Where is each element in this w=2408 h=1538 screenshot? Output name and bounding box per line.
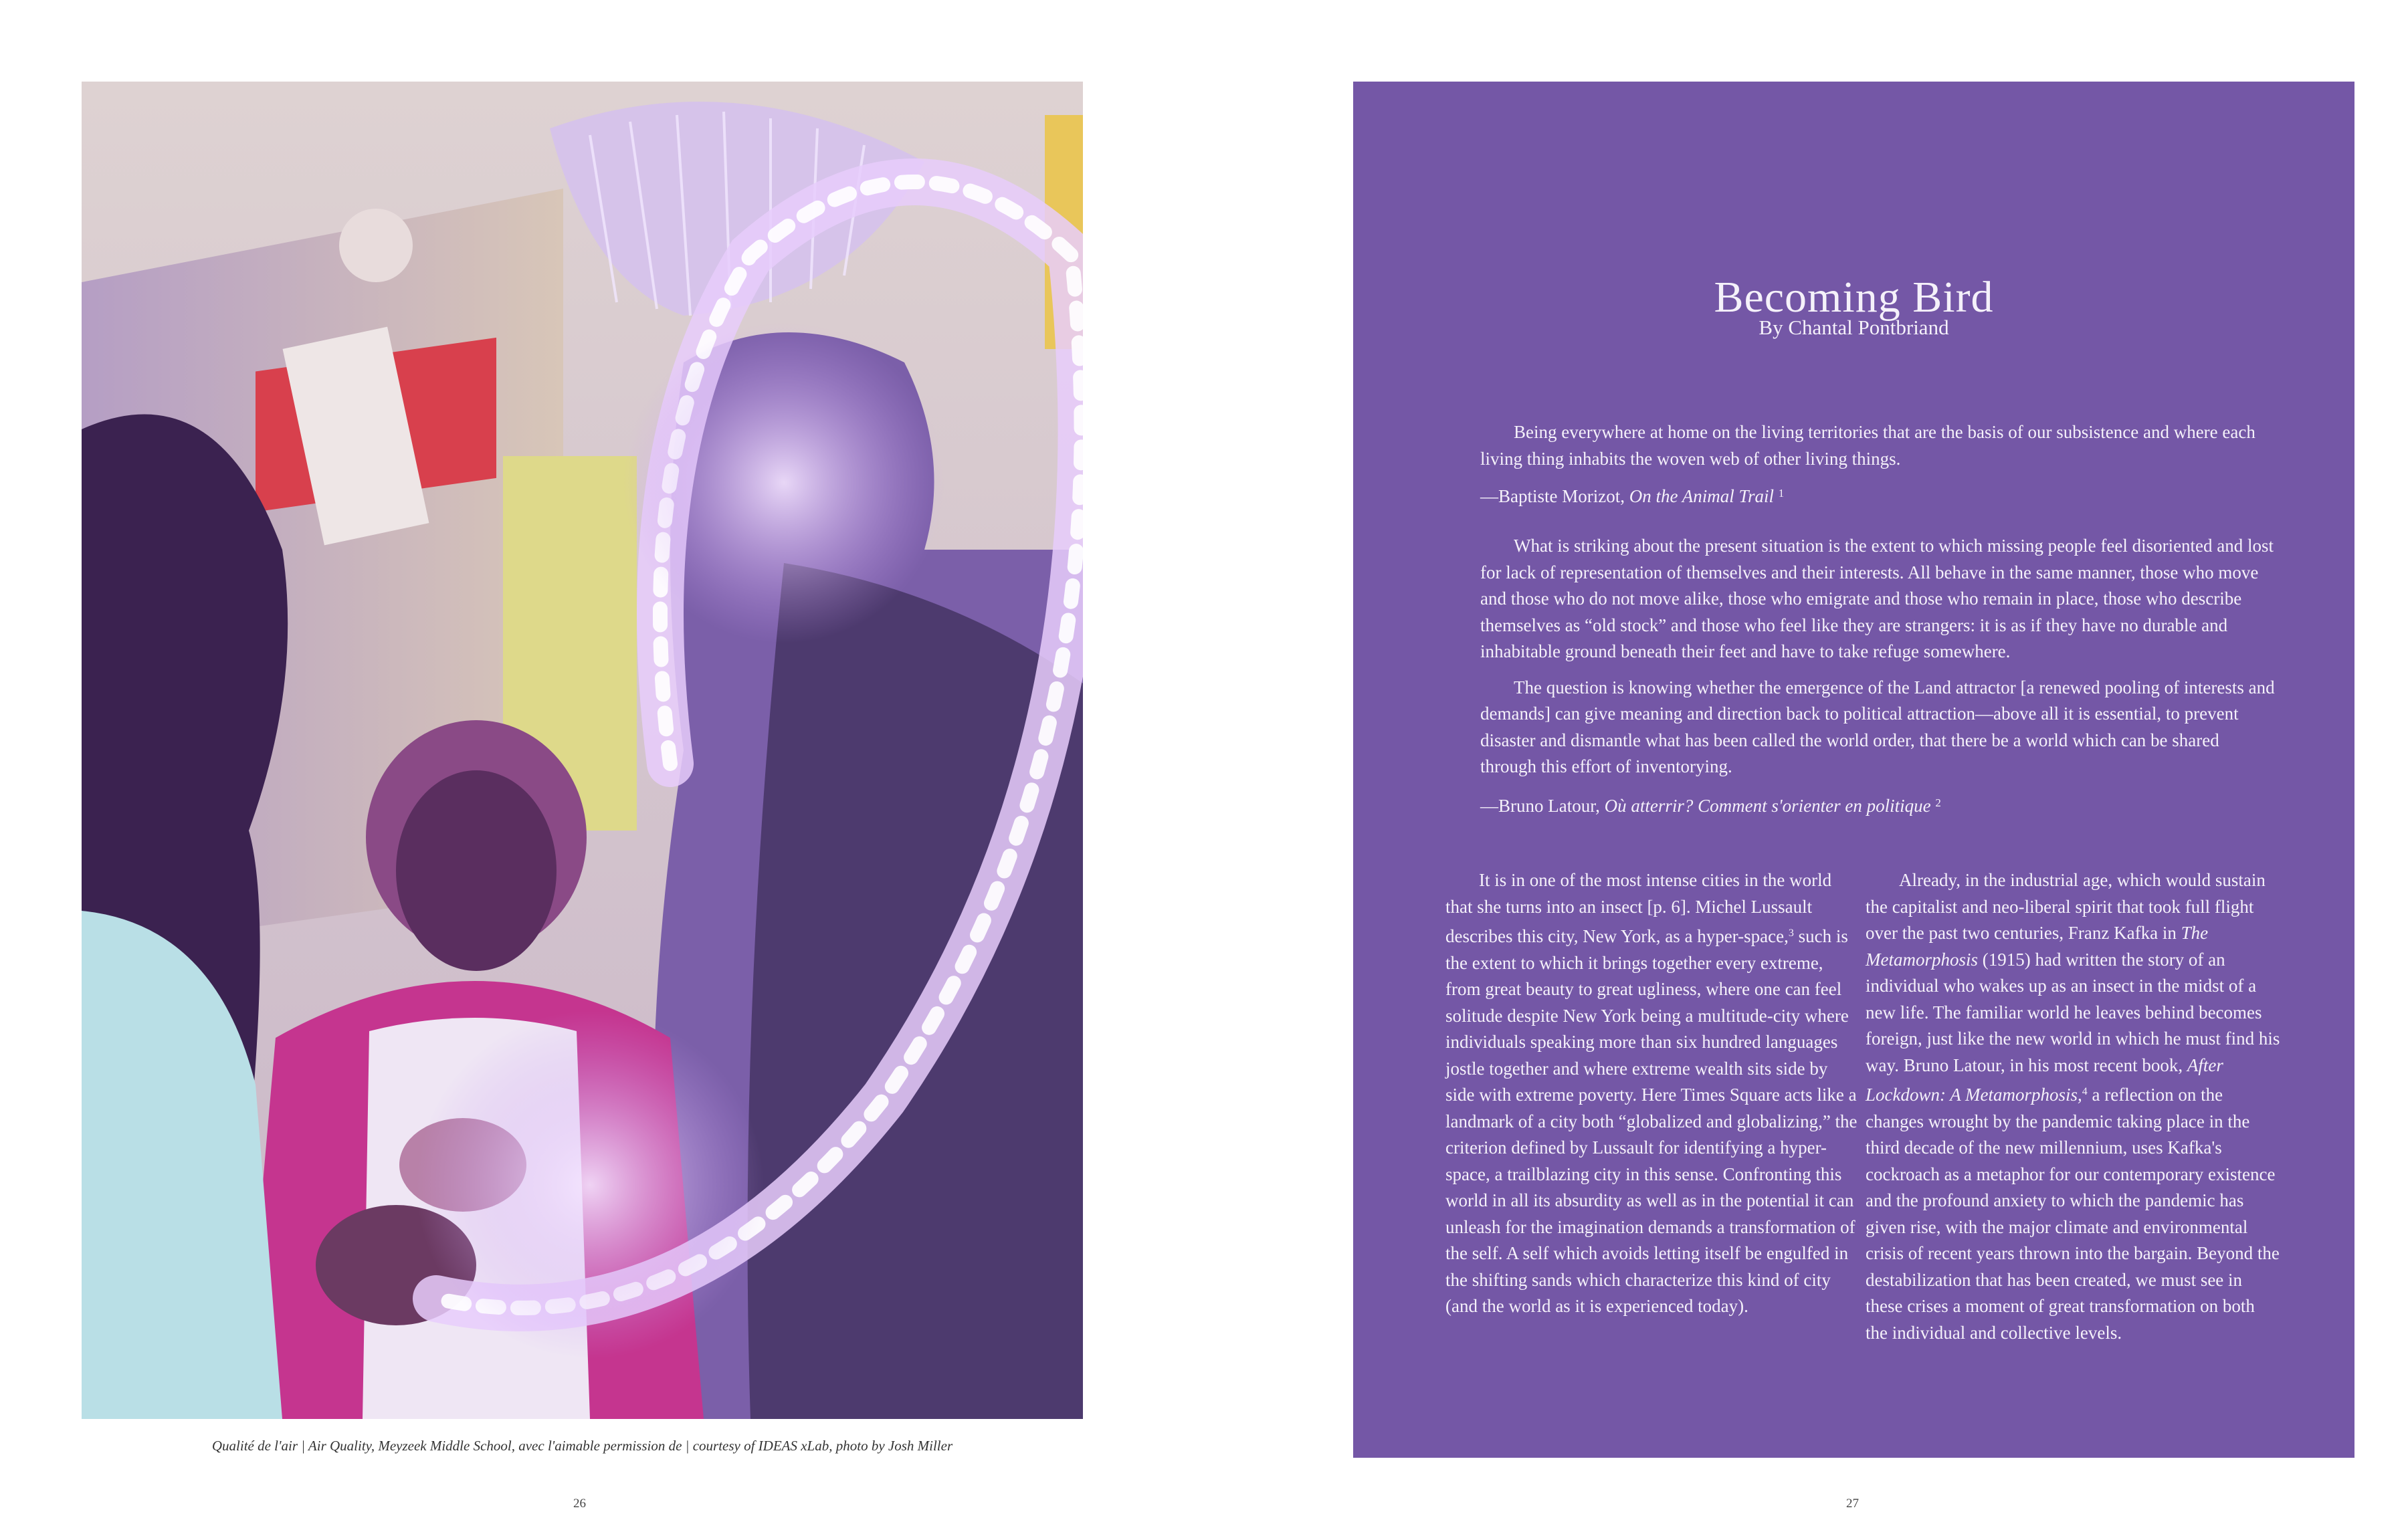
footnote-marker: 1 xyxy=(1778,487,1785,500)
epigraph-latour-paragraph-2: The question is knowing whether the emergence of the Land attractor [a renewed pooling of interests and demands] can give meaning and direction back to political attraction—above all it is essential, to prevent disaster and dismantle what has been called the world order, that there be a world which can be shared through this effort of inventorying. xyxy=(1480,677,2275,776)
epigraph-latour-paragraph-1: What is striking about the present situation is the extent to which missing people feel disoriented and lost for lack of representation of themselves and their interests. All behave in the same manner, those who move and those who do not move alike, those who emigrate and those who remain in place, those who describe themselves as “old stock” and those who feel like they are strangers: it is as if they have no durable and inhabitable ground beneath their feet and have to take refuge somewhere. xyxy=(1480,536,2274,661)
footnote-marker: 3 xyxy=(1788,927,1794,939)
attribution-author: —Bruno Latour, xyxy=(1480,795,1605,816)
photo-illustration xyxy=(82,82,1083,1419)
epigraph-morizot xyxy=(1480,419,2280,510)
col1-text-b: such is the extent to which it brings together every extreme, from great beauty to great ugliness, where one can feel solitude despite New York being a multitude-city where individuals speaking more than six hundred languages jostle together and where extreme wealth sits side by side with extreme poverty. Here Times Square acts like a landmark of a city both “globalized and globalizing,” the criterion defined by Lussault for identifying a hyper-space, a trailblazing city in this sense. Confronting this world in all its absurdity as well as in the potential it can unleash for the imagination demands a transformation of the self. A self which avoids letting itself be engulfed in the shifting sands which characterize this kind of city (and the world as it is experienced today). xyxy=(1445,926,1858,1316)
epigraph-morizot-attribution xyxy=(1480,480,2280,510)
article-byline: By Chantal Pontbriand xyxy=(1759,316,1949,339)
footnote-marker: 4 xyxy=(2082,1086,2088,1097)
article-title: Becoming Bird xyxy=(1714,273,1994,322)
col2-text-b: (1915) had written the story of an individual who wakes up as an insect in the midst of a new life. The familiar world he leaves behind becomes foreign, just like the new world in which he must find his way. Bruno Latour, in his most recent book, xyxy=(1866,949,2280,1075)
work-title: After Lockdown: A Metamorphosis, xyxy=(1866,1055,2223,1105)
page-number-left: 26 xyxy=(573,1497,586,1511)
photo-caption: Qualité de l'air | Air Quality, Meyzeek Middle School, avec l'aimable permission de | courtesy of IDEAS xLab, photo by Josh Miller xyxy=(211,1438,953,1454)
footnote-marker: 2 xyxy=(1935,796,1941,809)
article-panel xyxy=(1353,82,2354,1458)
body-column-1 xyxy=(1445,867,1860,1320)
body-column-2 xyxy=(1866,867,2280,1346)
attribution-author: —Baptiste Morizot, xyxy=(1480,486,1629,506)
epigraph-latour-attribution xyxy=(1480,790,2280,820)
col2-text-c: a reflection on the changes wrought by the pandemic taking place in the third decade of the new millennium, uses Kafka's cockroach as a metaphor for our contemporary existence and the profound anxiety to which the pandemic has given rise, with the major climate and environmental crisis of recent years thrown into the bargain. Beyond the destabilization that has been created, we must see in these crises a moment of great transformation on both the individual and collective levels. xyxy=(1866,1085,2280,1343)
classroom-photo xyxy=(82,82,1083,1419)
attribution-work: On the Animal Trail xyxy=(1629,486,1775,506)
attribution-work: Où atterrir? Comment s'orienter en politique xyxy=(1604,795,1931,816)
epigraph-latour xyxy=(1480,533,2280,819)
col1-text-a: It is in one of the most intense cities in the world that she turns into an insect [p. 6]. Michel Lussault describes this city, New York, as a hyper-space, xyxy=(1445,870,1832,946)
page-number-right: 27 xyxy=(1846,1497,1859,1511)
work-title: The Metamorphosis xyxy=(1866,923,2209,970)
col2-text-a: Already, in the industrial age, which would sustain the capitalist and neo-liberal spirit that took full flight over the past two centuries, Franz Kafka in xyxy=(1866,870,2266,943)
epigraph-morizot-text: Being everywhere at home on the living territories that are the basis of our subsistence and where each living thing inhabits the woven web of other living things. xyxy=(1480,422,2255,469)
